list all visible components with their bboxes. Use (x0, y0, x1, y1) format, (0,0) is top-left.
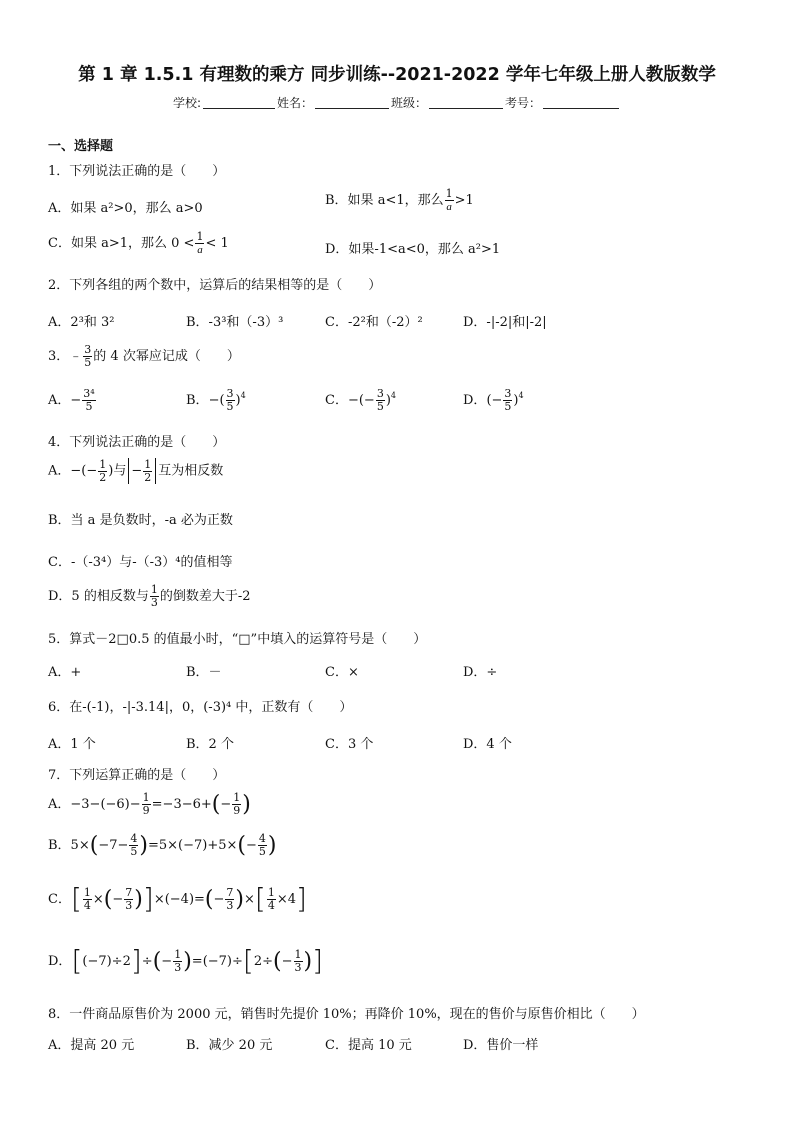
q3-a-label: A． (48, 393, 71, 408)
q4-a-text: 互为相反数 (158, 463, 224, 479)
q1-option-c (48, 231, 229, 256)
q7-c-frac3: $\frac{7}{3}$ (226, 886, 234, 912)
q7-b-frac2: $\frac{4}{5}$ (258, 832, 266, 858)
q7-option-a: A．−3−(−6)− $\frac{1}{9}$ =−3−6+(− $\frac{1}{9}$ ) (48, 791, 251, 817)
q6-stem: 6．在-(-1)，-|-3.14|，0，(-3)⁴ 中，正数有（ ） (48, 700, 353, 715)
q7-d-frac1: $\frac{1}{3}$ (174, 948, 182, 974)
q3-d-label: D． (463, 393, 487, 408)
q7-d-frac2: $\frac{1}{3}$ (294, 948, 302, 974)
q1-option-d: D．如果-1<a<0，那么 a²>1 (325, 242, 501, 257)
school-blank[interactable] (203, 96, 275, 109)
q6-option-d: D．4 个 (463, 737, 512, 752)
q2-option-b: B．-3³和（-3）³ (186, 315, 284, 330)
student-info-line (0, 94, 794, 111)
q3-a-fraction: $\frac{\text{3⁴}}{5}$ (83, 387, 95, 413)
q7-c-frac1: $\frac{1}{4}$ (83, 886, 91, 912)
q4-a-frac2: $\frac{1}{2}$ (144, 457, 152, 484)
q2-option-d: D．-|-2|和|-2| (463, 315, 547, 330)
q7-c-frac4: $\frac{1}{4}$ (267, 886, 275, 912)
q4-a-frac1: $\frac{1}{2}$ (99, 457, 107, 484)
q8-stem: 8．一件商品原售价为 2000 元，销售时先提价 10%；再降价 10%，现在的售价与原售价相比（ ） (48, 1007, 645, 1022)
q1-b-text1: B．如果 (325, 193, 378, 208)
q3-stem-post: 的 4 次幂应记成（ ） (93, 349, 240, 364)
q7-option-d: D．[(−7)÷2]÷(− $\frac{1}{3}$ )=(−7)÷[2÷(− $\frac{1}{3}$ )] (48, 944, 324, 977)
q1-c-fraction: $\frac{1}{a}$ (196, 230, 204, 256)
q5-stem: 5．算式－2□0.5 的值最小时，“□”中填入的运算符号是（ ） (48, 632, 427, 647)
q4-option-c: C．-（-3⁴）与-（-3）⁴的值相等 (48, 555, 233, 570)
q3-d-fraction: $\frac{3}{5}$ (504, 387, 512, 413)
q8-option-c: C．提高 10 元 (325, 1038, 412, 1053)
q8-option-b: B．减少 20 元 (186, 1038, 273, 1053)
section-heading: 一、选择题 (48, 139, 114, 154)
q6-option-a: A．1 个 (48, 737, 96, 752)
q3-option-b: B．−( $\frac{3}{5}$ )$^4$ (186, 387, 246, 413)
q1-b-text2: a<1，那么 (377, 193, 444, 208)
q3-stem (48, 344, 240, 369)
name-label: 姓名： (277, 96, 314, 110)
class-blank[interactable] (429, 96, 503, 109)
q4-option-b: B．当 a 是负数时，-a 必为正数 (48, 513, 233, 528)
q7-option-c: C．[ $\frac{1}{4}$ ×(− $\frac{7}{3}$ )]×(−4)=(− $\frac{7}{3}$ )×[ $\frac{1}{4}$ ×4] (48, 882, 307, 915)
q5-option-d: D．÷ (463, 665, 498, 680)
q2-option-c: C．-2²和（-2）² (325, 315, 423, 330)
q8-option-a: A．提高 20 元 (48, 1038, 135, 1053)
q3-c-fraction: $\frac{3}{5}$ (376, 387, 384, 413)
q6-option-b: B．2 个 (186, 737, 234, 752)
q7-option-b: B．5×(−7− $\frac{4}{5}$ )=5×(−7)+5×(− $\frac{4}{5}$ ) (48, 832, 277, 858)
q2-option-a: A．2³和 3² (48, 315, 115, 330)
q5-option-a: A．+ (48, 665, 82, 680)
q4-option-a: A．−(− $\frac{1}{2}$ )与 − $\frac{1}{2}$ 互为相反数 (48, 457, 224, 484)
q1-b-fraction: $\frac{1}{a}$ (445, 187, 453, 213)
q4-d-fraction: $\frac{1}{3}$ (150, 583, 158, 609)
q3-option-c: C．−(− $\frac{3}{5}$ )$^4$ (325, 387, 396, 413)
q3-stem-fraction: $\frac{3}{5}$ (84, 343, 92, 369)
exam-no-blank[interactable] (543, 96, 619, 109)
q4-stem: 4．下列说法正确的是（ ） (48, 435, 226, 450)
q7-c-frac2: $\frac{7}{3}$ (125, 886, 133, 912)
exam-no-label: 考号： (505, 96, 542, 110)
q1-c-text1: C．如果 (48, 236, 102, 251)
class-label: 班级： (391, 96, 428, 110)
q1-c-text3: < 1 (205, 236, 229, 251)
q7-a-frac1: $\frac{1}{9}$ (142, 791, 150, 817)
q3-stem-pre: 3．﹣ (48, 349, 83, 364)
q4-d-pre: D．5 的相反数与 (48, 589, 149, 604)
q8-option-d: D．售价一样 (463, 1038, 539, 1053)
q1-b-text3: >1 (454, 193, 474, 208)
q1-c-text2: a>1，那么 0 < (101, 236, 195, 251)
q5-option-b: B．－ (186, 665, 222, 680)
q3-option-a: A．− $\frac{\text{3⁴}}{5}$ (48, 387, 95, 413)
q3-b-fraction: $\frac{3}{5}$ (226, 387, 234, 413)
q4-option-d (48, 584, 251, 609)
page-title: 第 1 章 1.5.1 有理数的乘方 同步训练--2021-2022 学年七年级上册人教版数学 (78, 65, 716, 85)
q3-c-label: C． (325, 393, 348, 408)
q3-b-label: B． (186, 393, 209, 408)
q1-option-a: A．如果 a²>0，那么 a>0 (48, 201, 203, 216)
q3-option-d: D．(− $\frac{3}{5}$ )$^4$ (463, 387, 524, 413)
q1-stem: 1．下列说法正确的是（ ） (48, 164, 226, 179)
q7-a-frac2: $\frac{1}{9}$ (233, 791, 241, 817)
name-blank[interactable] (315, 96, 389, 109)
q4-d-post: 的倒数差大于-2 (159, 589, 251, 604)
q7-stem: 7．下列运算正确的是（ ） (48, 768, 226, 783)
q5-option-c: C．× (325, 665, 359, 680)
q7-b-frac1: $\frac{4}{5}$ (130, 832, 138, 858)
q6-option-c: C．3 个 (325, 737, 374, 752)
school-label: 学校: (172, 96, 201, 110)
q2-stem: 2．下列各组的两个数中，运算后的结果相等的是（ ） (48, 278, 382, 293)
q1-option-b (325, 188, 474, 213)
